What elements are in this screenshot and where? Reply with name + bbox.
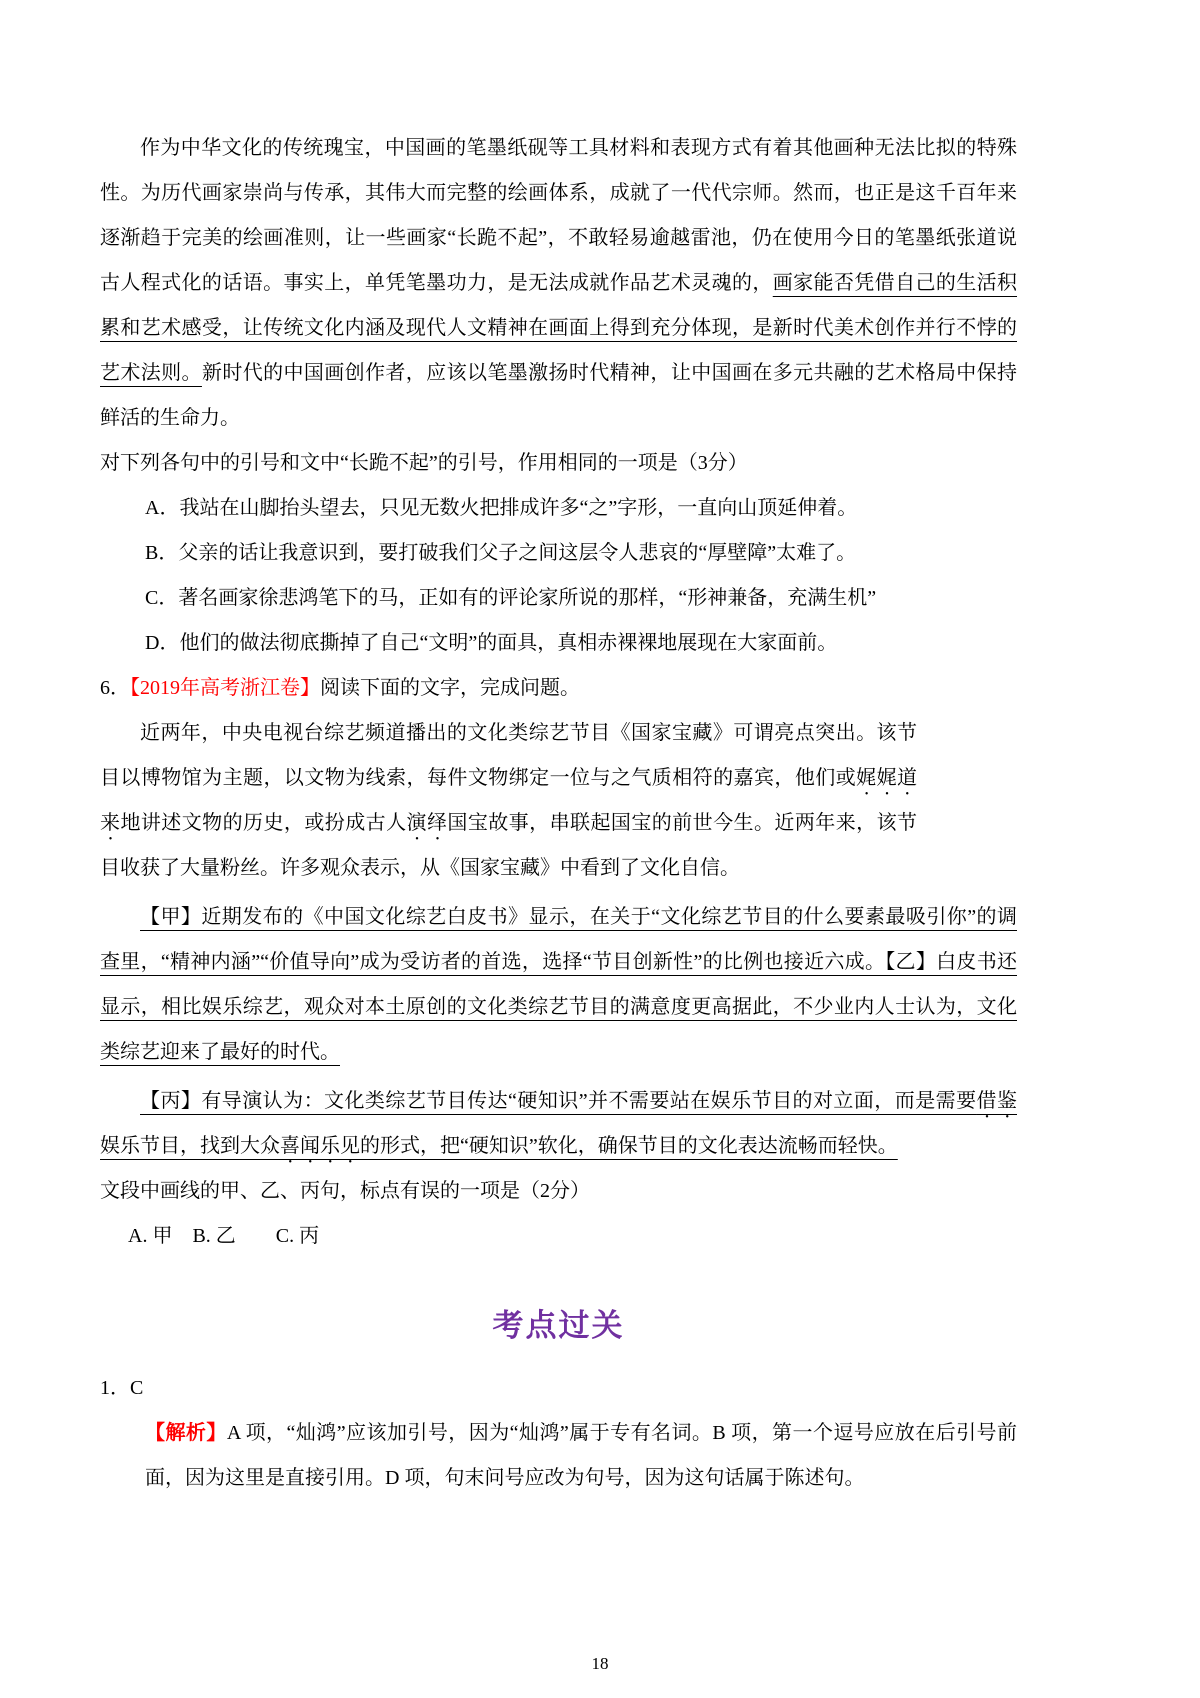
q5-option-a: A．我站在山脚抬头望去，只见无数火把排成许多“之”字形，一直向山顶延伸着。 [145,497,858,519]
page-number: 18 [591,1654,609,1673]
q6-number: 6． [100,677,130,699]
answer-1-analysis [100,1411,1017,1501]
q6-p2-underlined: 【甲】近期发布的《中国文化综艺白皮书》显示，在关于“文化综艺节目的什么要素最吸引你”的调查里，“精神内涵”“价值导向”成为受访者的首选，选择“节目创新性”的比例也接近六成。【乙】白皮书还显示，相比娱乐综艺，观众对本土原创的文化类综艺节目的满意度更高据此，不少业内人士认为，文化类综艺迎来了最好的时代。 [100,906,1017,1063]
q6-stem: 文段中画线的甲、乙、丙句，标点有误的一项是（2分） [100,1180,590,1202]
q6-p3-emphasis-1: 借鉴 [976,1090,1017,1112]
q6-p1-text-1: 近两年，中央电视台综艺频道播出的文化类综艺节目《国家宝藏》可谓亮点突出。该节目以博物馆为主题，以文物为线索，每件文物绑定一位与之气质相符的嘉宾，他们或 [100,722,917,789]
answer-item-1: 1．C [100,1377,144,1399]
q6-p3-text-3: 的形式，把“硬知识”软化，确保节目的文化表达流畅而轻快。 [360,1135,898,1157]
q6-p1-emphasis-2: 演绎 [406,812,448,834]
q5-stem: 对下列各句中的引号和文中“长跪不起”的引号，作用相同的一项是（3分） [100,452,748,474]
q6-answer-options: A. 甲 B. 乙 C. 丙 [128,1225,320,1247]
q5-option-c: C．著名画家徐悲鸿笔下的马，正如有的评论家所说的那样，“形神兼备，充满生机” [145,587,877,609]
analysis-tag: 【解析】 [145,1422,227,1444]
q6-passage-1 [100,711,1017,891]
q6-p3-text-2: 娱乐节目，找到大众 [100,1135,280,1157]
q6-p3-text-1: 【丙】有导演认为：文化类综艺节目传达“硬知识”并不需要站在娱乐节目的对立面，而是需要 [140,1090,977,1112]
section-heading: 考点过关 [492,1308,625,1343]
q5-passage-text-1: 作为中华文化的传统瑰宝，中国画的笔墨纸砚等工具材料和表现方式有着其他画种无法比拟的特殊性。为历代画家崇尚与传承，其伟大而完整的绘画体系，成就了一代代宗师。然而，也正是这千百年来逐渐趋于完美的绘画准则，让一些画家“长跪不起”，不敢轻易逾越雷池，仍在使用今日的笔墨纸张道说古人程式化的话语。事实上，单凭笔墨功力，是无法成就作品艺术灵魂的， [100,137,1017,294]
q6-lead: 阅读下面的文字，完成问题。 [320,677,580,699]
q6-p3-emphasis-2: 喜闻乐见 [280,1135,360,1157]
q6-passage-3 [100,1079,1017,1169]
q6-p1-text-3: 国宝故事，串联起国宝的前世今生。近两年来，该节目收获了大量粉丝。许多观众表示，从《国家宝藏》中看到了文化自信。 [100,812,918,879]
q6-source-tag: 【2019年高考浙江卷】 [130,677,320,699]
q6-p1-text-2: 地讲述文物的历史，或扮成古人 [120,812,407,834]
q5-passage-underlined: 画家能否凭借自己的生活积累和艺术感受，让传统文化内涵及现代人文精神在画面上得到充分体现，是新时代美术创作并行不悖的艺术法则。 [100,272,1018,384]
q5-passage-text-2: 新时代的中国画创作者，应该以笔墨激扬时代精神，让中国画在多元共融的艺术格局中保持鲜活的生命力。 [100,362,1018,429]
q5-option-b: B．父亲的话让我意识到，要打破我们父子之间这层令人悲哀的“厚壁障”太难了。 [145,542,857,564]
analysis-text: A 项，“灿鸿”应该加引号，因为“灿鸿”属于专有名词。B 项，第一个逗号应放在后引号前面，因为这里是直接引用。D 项，句末问号应改为句号，因为这句话属于陈述句。 [145,1422,1018,1489]
q6-passage-2 [100,895,1017,1075]
q5-option-d: D．他们的做法彻底撕掉了自己“文明”的面具，真相赤裸裸地展现在大家面前。 [145,632,838,654]
q5-passage [100,126,1017,441]
q6-heading [100,666,1017,711]
q6-p1-emphasis-1: 娓娓道来 [100,767,918,834]
